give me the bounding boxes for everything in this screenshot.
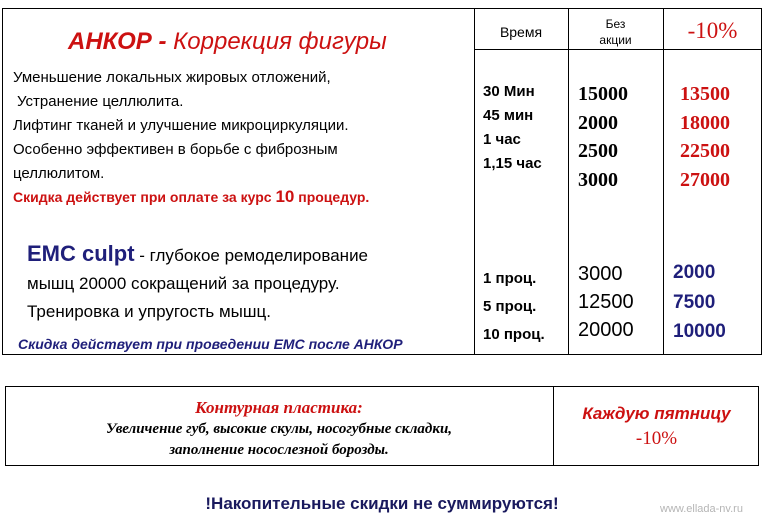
anchor-base-price-cell: 2500 xyxy=(578,140,618,162)
anchor-brand: АНКОР xyxy=(68,28,152,55)
anchor-desc-line: Лифтинг тканей и улучшение микроциркуляции. xyxy=(13,117,349,134)
emc-base-price-column xyxy=(578,260,634,344)
anchor-sale-price-column xyxy=(680,80,730,194)
column-divider-sale xyxy=(663,8,664,355)
anchor-description xyxy=(13,66,349,186)
header-no-promo-line1: Без xyxy=(605,17,626,31)
anchor-discount-note-before: Скидка действует при оплате за курс xyxy=(13,189,272,205)
header-discount: -10% xyxy=(687,18,738,43)
emc-qty-cell: 5 проц. xyxy=(483,298,537,315)
anchor-title-rest: Коррекция фигуры xyxy=(173,28,387,55)
anchor-time-cell: 45 мин xyxy=(483,107,534,124)
anchor-sale-price-cell: 22500 xyxy=(680,140,730,162)
emc-desc-first: - глубокое ремоделирование xyxy=(139,246,369,265)
anchor-desc-line: Устранение целлюлита. xyxy=(17,93,184,110)
column-divider-base xyxy=(568,8,569,355)
anchor-time-cell: 1 час xyxy=(483,131,521,148)
anchor-title xyxy=(68,28,387,56)
anchor-discount-note-number: 10 xyxy=(275,187,295,206)
anchor-base-price-column xyxy=(578,80,628,194)
anchor-sale-price-cell: 18000 xyxy=(680,111,730,134)
emc-sale-price-cell: 7500 xyxy=(673,291,716,313)
anchor-desc-line: целлюлитом. xyxy=(13,165,105,182)
anchor-discount-note-after: процедур. xyxy=(298,189,370,205)
emc-desc-line1 xyxy=(27,240,368,270)
header-divider xyxy=(474,49,762,50)
emc-sale-price-cell: 2000 xyxy=(673,262,716,283)
emc-discount-note: Скидка действует при проведении ЕМС после АНКОР xyxy=(18,336,403,352)
emc-base-price-cell: 20000 xyxy=(578,319,634,341)
header-no-promo xyxy=(568,16,663,48)
anchor-base-price-cell: 15000 xyxy=(578,83,628,105)
anchor-time-cell: 30 Мин xyxy=(483,83,535,100)
anchor-sale-price-cell: 13500 xyxy=(680,83,730,105)
header-no-promo-line2: акции xyxy=(599,33,632,47)
contour-desc-line1: Увеличение губ, высокие скулы, носогубные складки, xyxy=(105,421,453,437)
anchor-time-cell: 1,15 час xyxy=(483,155,542,172)
friday-offer-line1: Каждую пятницу xyxy=(582,404,731,423)
emc-base-price-cell: 3000 xyxy=(578,263,623,285)
emc-sale-price-column xyxy=(673,258,726,347)
emc-qty-cell: 1 проц. xyxy=(483,270,537,287)
anchor-desc-line: Уменьшение локальных жировых отложений, xyxy=(13,69,331,86)
emc-title: EMC culpt xyxy=(27,241,135,266)
anchor-base-price-cell: 3000 xyxy=(578,168,618,191)
anchor-sale-price-cell: 27000 xyxy=(680,168,730,191)
emc-description xyxy=(27,240,368,326)
anchor-base-price-cell: 2000 xyxy=(578,111,618,134)
contour-info xyxy=(5,397,553,461)
header-time: Время xyxy=(499,24,543,40)
emc-desc-line2: мышц 20000 сокращений за процедуру. xyxy=(27,274,340,293)
contour-desc-line2: заполнение носослезной борозды. xyxy=(169,442,389,458)
contour-title: Контурная пластика: xyxy=(195,398,363,417)
anchor-title-separator: - xyxy=(158,28,167,55)
emc-qty-column xyxy=(483,265,545,349)
emc-sale-price-cell: 10000 xyxy=(673,321,726,342)
watermark: www.ellada-nv.ru xyxy=(660,503,743,515)
cumulative-discount-note: !Накопительные скидки не суммируются! xyxy=(205,494,559,513)
anchor-discount-note xyxy=(13,187,369,207)
anchor-desc-line: Особенно эффективен в борьбе с фиброзным xyxy=(13,141,338,158)
emc-qty-cell: 10 проц. xyxy=(483,326,545,343)
anchor-time-column xyxy=(483,80,542,176)
friday-offer-line2: -10% xyxy=(635,428,678,449)
emc-base-price-cell: 12500 xyxy=(578,291,634,313)
emc-desc-line3: Тренировка и упругость мышц. xyxy=(27,302,271,321)
friday-offer xyxy=(554,402,759,452)
column-divider-time xyxy=(474,8,475,355)
